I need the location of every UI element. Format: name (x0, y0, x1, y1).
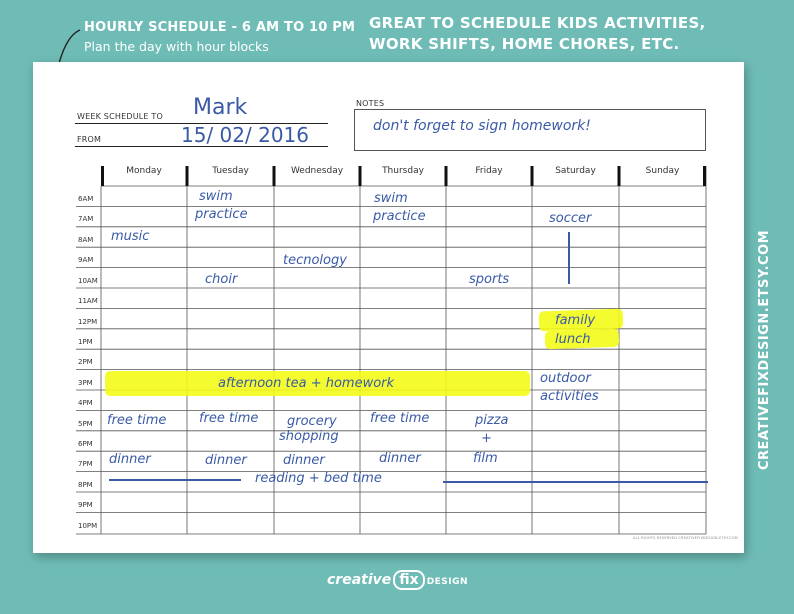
name-value: Mark (193, 95, 248, 120)
entry-reading-bed-time: reading + bed time (255, 471, 382, 486)
entry-free-time-monday: free time (107, 413, 167, 428)
entry-swim-tuesday: swim (199, 189, 233, 204)
entry-pizza: pizza (475, 413, 509, 428)
day-friday: Friday (475, 166, 503, 176)
hour-label: 5PM (78, 420, 93, 428)
logo-design: DESIGN (426, 577, 469, 587)
hour-label: 7PM (78, 460, 93, 468)
entry-practice-thursday: practice (373, 209, 426, 224)
entry-film: film (473, 451, 498, 466)
entry-sports: sports (469, 272, 510, 287)
hour-label: 6AM (78, 195, 94, 203)
promo-line-1: GREAT TO SCHEDULE KIDS ACTIVITIES, (369, 14, 706, 32)
entry-choir: choir (205, 272, 238, 287)
notes-value: don't forget to sign homework! (373, 118, 591, 134)
day-tuesday: Tuesday (212, 166, 249, 176)
entry-grocery: grocery (287, 414, 337, 429)
hour-label: 2PM (78, 358, 93, 366)
entry-activities: activities (540, 389, 599, 404)
entry-plus: + (481, 431, 492, 446)
hourly-schedule-subtitle: Plan the day with hour blocks (84, 39, 269, 54)
entry-lunch: lunch (555, 332, 591, 347)
promo-line-2: WORK SHIFTS, HOME CHORES, ETC. (369, 35, 680, 53)
entry-swim-thursday: swim (374, 191, 408, 206)
schedule-sheet (33, 62, 744, 553)
hour-label: 8AM (78, 236, 94, 244)
hour-label: 3PM (78, 379, 93, 387)
day-wednesday: Wednesday (290, 166, 344, 176)
date-value: 15/ 02/ 2016 (181, 123, 309, 147)
entry-dinner-tuesday: dinner (205, 453, 247, 468)
brand-logo (327, 570, 468, 590)
hour-label: 10AM (78, 277, 98, 285)
entry-outdoor: outdoor (540, 371, 591, 386)
entry-dinner-wednesday: dinner (283, 453, 325, 468)
day-saturday: Saturday (555, 166, 596, 176)
hour-label: 7AM (78, 215, 94, 223)
logo-fix: fix (393, 570, 424, 590)
entry-soccer: soccer (549, 211, 592, 226)
hourly-schedule-title: HOURLY SCHEDULE - 6 AM TO 10 PM (84, 20, 356, 35)
footer-copyright: ALL RIGHTS RESERVED CREATIVEFIXDESIGN.ETSY.COM (633, 536, 738, 540)
hour-label: 6PM (78, 440, 93, 448)
promo-heading (369, 13, 706, 55)
reading-line-right (443, 481, 708, 483)
soccer-duration-line (568, 232, 570, 284)
entry-dinner-monday: dinner (109, 452, 151, 467)
hour-label: 10PM (78, 522, 98, 530)
from-label: FROM (77, 135, 102, 144)
hour-label: 9AM (78, 256, 94, 264)
entry-music: music (111, 229, 150, 244)
hour-label: 9PM (78, 501, 93, 509)
reading-line-left (109, 479, 241, 481)
entry-dinner-thursday: dinner (379, 451, 421, 466)
hour-label: 1PM (78, 338, 93, 346)
logo-creative: creative (327, 572, 392, 588)
day-thursday: Thursday (382, 166, 424, 176)
entry-free-time-tuesday: free time (199, 411, 259, 426)
hour-label: 11AM (78, 297, 98, 305)
hour-label: 12PM (78, 318, 98, 326)
day-sunday: Sunday (645, 166, 680, 176)
entry-practice-tuesday: practice (195, 207, 248, 222)
day-monday: Monday (126, 166, 162, 176)
week-schedule-label: WEEK SCHEDULE TO (77, 112, 163, 121)
notes-label: NOTES (356, 99, 385, 108)
entry-shopping: shopping (279, 429, 339, 444)
entry-tecnology: tecnology (283, 253, 347, 268)
hour-label: 8PM (78, 481, 93, 489)
entry-afternoon-tea: afternoon tea + homework (218, 376, 395, 391)
hour-label: 4PM (78, 399, 93, 407)
entry-family: family (555, 313, 596, 328)
entry-free-time-thursday: free time (370, 411, 430, 426)
